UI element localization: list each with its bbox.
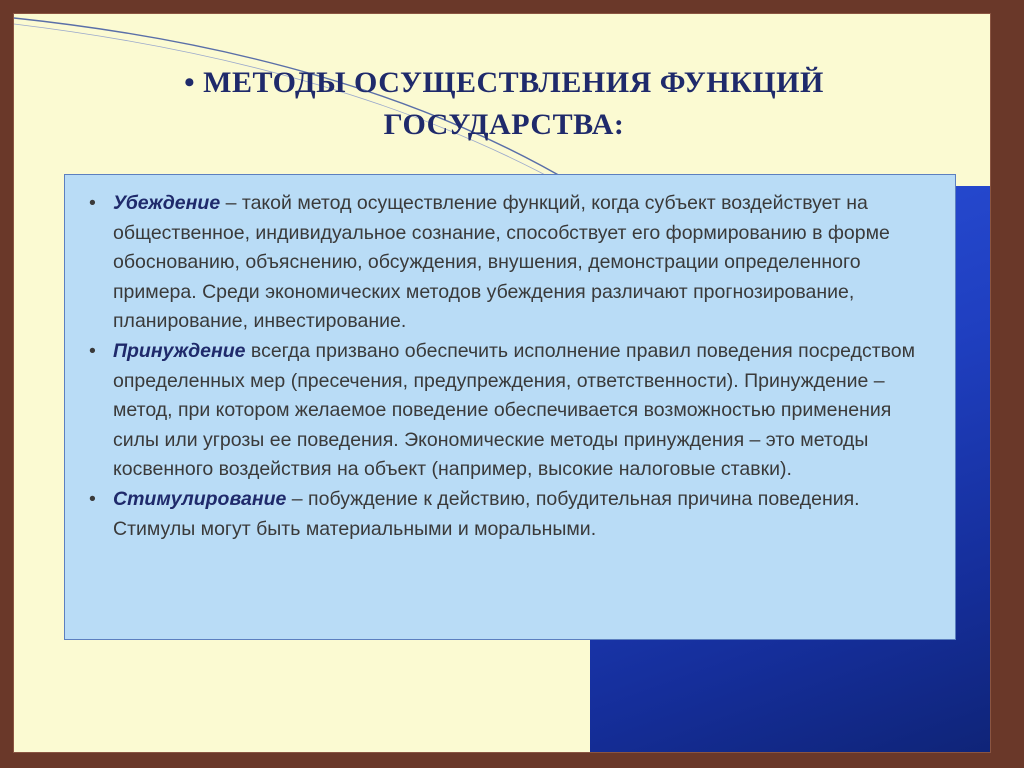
bullet-dot: •	[89, 339, 96, 362]
list-item-stimulation	[79, 485, 941, 544]
definition-coercion: всегда призвано обеспечить исполнение правил поведения посредством определенных мер (пресечения, предупреждения, ответственности). Принуждение – метод, при котором желаемое поведение обеспечивается возможностью применения силы или угрозы ее поведения. Экономические методы принуждения – это методы косвенного воздействия на объект (например, высокие налоговые ставки).	[113, 339, 916, 481]
term-coercion: Принуждение	[113, 339, 246, 362]
definition-persuasion: – такой метод осуществление функций, когда субъект воздействует на общественное, индивидуальное сознание, способствует его формированию в форме обоснованию, объяснению, обсуждения, внушения, демонстрации определенного примера. Среди экономических методов убеждения различают прогнозирование, планирование, инвестирование.	[113, 192, 890, 333]
slide-title	[144, 62, 864, 146]
definition-stimulation: – побуждение к действию, побудительная причина поведения. Стимулы могут быть материальными и моральными.	[113, 487, 860, 540]
title-line-1-text: МЕТОДЫ ОСУЩЕСТВЛЕНИЯ ФУНКЦИЙ	[203, 66, 824, 99]
slide-title-line-2: ГОСУДАРСТВА:	[383, 108, 625, 141]
term-stimulation: Стимулирование	[113, 487, 287, 510]
slide	[14, 14, 990, 752]
content-box	[64, 174, 956, 640]
title-bullet: •	[184, 66, 196, 99]
list-item-coercion	[79, 337, 941, 485]
list-item-persuasion	[79, 189, 941, 337]
bullet-dot: •	[89, 192, 96, 214]
slide-title-line-1	[144, 62, 864, 104]
bullet-dot: •	[89, 487, 96, 510]
term-persuasion: Убеждение	[113, 192, 221, 214]
